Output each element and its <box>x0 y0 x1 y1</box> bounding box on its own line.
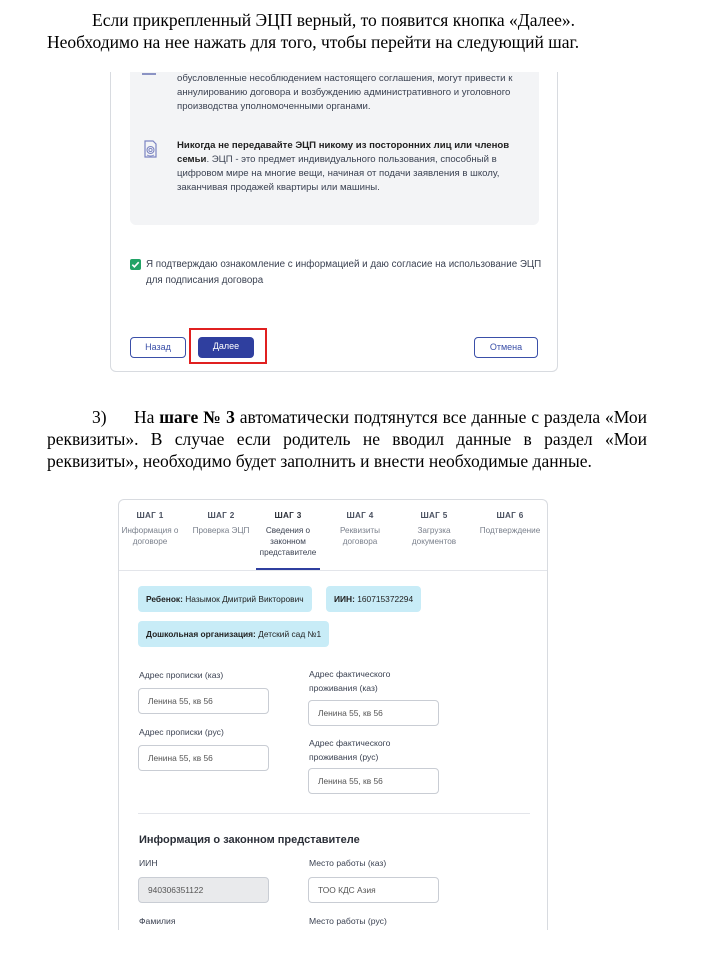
step-6[interactable] <box>473 511 547 536</box>
step-title: ШАГ 5 <box>420 511 448 520</box>
iin-value: 160715372294 <box>357 594 414 604</box>
section-divider <box>138 813 530 814</box>
org-label: Дошкольная организация: <box>146 629 256 639</box>
next-button[interactable]: Далее <box>198 337 254 358</box>
consent-checkbox[interactable] <box>130 259 141 270</box>
step-desc: Сведения о законном представителе <box>259 526 317 557</box>
warning-text: обусловленные несоблюдением настоящего соглашения, могут привести к аннулированию договора и возбуждению административного и уголовного производства уполномоченными органами. <box>177 73 513 112</box>
work-kaz-input[interactable]: ТОО КДС Азия <box>308 877 439 903</box>
cancel-button[interactable]: Отмена <box>474 337 538 358</box>
fact-address-kaz-label: Адрес фактического проживания (каз) <box>309 669 391 693</box>
child-label: Ребенок: <box>146 594 183 604</box>
section-title: Информация о законном представителе <box>139 834 360 846</box>
consent-label: Я подтверждаю ознакомление с информацией и даю согласие на использование ЭЦП для подписания договора <box>146 259 542 286</box>
step-desc: Загрузка документов <box>411 526 457 546</box>
p3-bold: шаге № 3 <box>159 407 235 427</box>
org-chip <box>138 621 329 647</box>
instruction-line-2: Необходимо на нее нажать для того, чтобы перейти на следующий шаг. <box>47 32 580 52</box>
surname-label: Фамилия <box>139 916 176 926</box>
instruction-paragraph-1 <box>47 9 647 53</box>
child-chip <box>138 586 312 612</box>
reg-address-kaz-input[interactable]: Ленина 55, кв 56 <box>138 688 269 714</box>
p3-before: На <box>134 407 155 427</box>
step-desc: Информация о договоре <box>121 526 179 546</box>
fingerprint-icon <box>142 139 158 159</box>
fact-address-rus-input[interactable]: Ленина 55, кв 56 <box>308 768 439 794</box>
fact-address-kaz-input[interactable]: Ленина 55, кв 56 <box>308 700 439 726</box>
step3-form-screenshot <box>118 499 548 930</box>
steps-header <box>119 500 548 571</box>
step-5[interactable] <box>397 511 471 547</box>
ecp-notice-text <box>177 139 517 195</box>
instruction-paragraph-3 <box>47 406 647 472</box>
step-4[interactable] <box>323 511 397 547</box>
back-button[interactable]: Назад <box>130 337 186 358</box>
rep-iin-input[interactable]: 940306351122 <box>138 877 269 903</box>
step-2[interactable] <box>184 511 258 536</box>
reg-address-rus-label: Адрес прописки (рус) <box>139 727 224 737</box>
iin-label: ИИН: <box>334 594 355 604</box>
step-title: ШАГ 1 <box>136 511 164 520</box>
fact-address-rus-label: Адрес фактического проживания (рус) <box>309 738 391 762</box>
instruction-line-1: Если прикрепленный ЭЦП верный, то появится кнопка «Далее». <box>92 10 576 30</box>
iin-chip <box>326 586 421 612</box>
step-title: ШАГ 4 <box>346 511 374 520</box>
step-3[interactable] <box>251 511 325 558</box>
rep-iin-label: ИИН <box>139 858 158 868</box>
org-value: Детский сад №1 <box>258 629 322 639</box>
step-number: 3) <box>92 407 107 427</box>
p3-after: автоматически подтянутся все данные с раздела «Мои реквизиты». В случае если родитель не вводил данные в раздел «Мои реквизиты», необходимо будет заполнить и внести необходимые данные. <box>47 407 647 471</box>
step-title: ШАГ 2 <box>207 511 235 520</box>
ecp-confirmation-screenshot <box>110 72 558 372</box>
active-step-indicator <box>256 568 320 570</box>
work-rus-label: Место работы (рус) <box>309 916 387 926</box>
reg-address-rus-input[interactable]: Ленина 55, кв 56 <box>138 745 269 771</box>
step-desc: Проверка ЭЦП <box>192 526 250 535</box>
work-kaz-label: Место работы (каз) <box>309 858 387 868</box>
reg-address-kaz-label: Адрес прописки (каз) <box>139 670 224 680</box>
crop-mask <box>409 925 548 930</box>
ecp-notice-rest: . ЭЦП - это предмет индивидуального пользования, способный в цифровом мире на многие вещи, начиная от подачи заявления в школу, заканчивая продажей квартиры или машины. <box>177 154 500 193</box>
step-title: ШАГ 3 <box>274 511 302 520</box>
ecp-notice-bold: Никогда не передавайте ЭЦП никому из посторонних лиц или членов семьи <box>177 140 510 165</box>
child-value: Назымок Дмитрий Викторович <box>185 594 304 604</box>
step-desc: Подтверждение <box>479 526 541 535</box>
notice-icon-partial <box>142 72 156 75</box>
step-desc: Реквизиты договора <box>339 526 381 546</box>
step-title: ШАГ 6 <box>496 511 524 520</box>
step-1[interactable] <box>118 511 187 547</box>
